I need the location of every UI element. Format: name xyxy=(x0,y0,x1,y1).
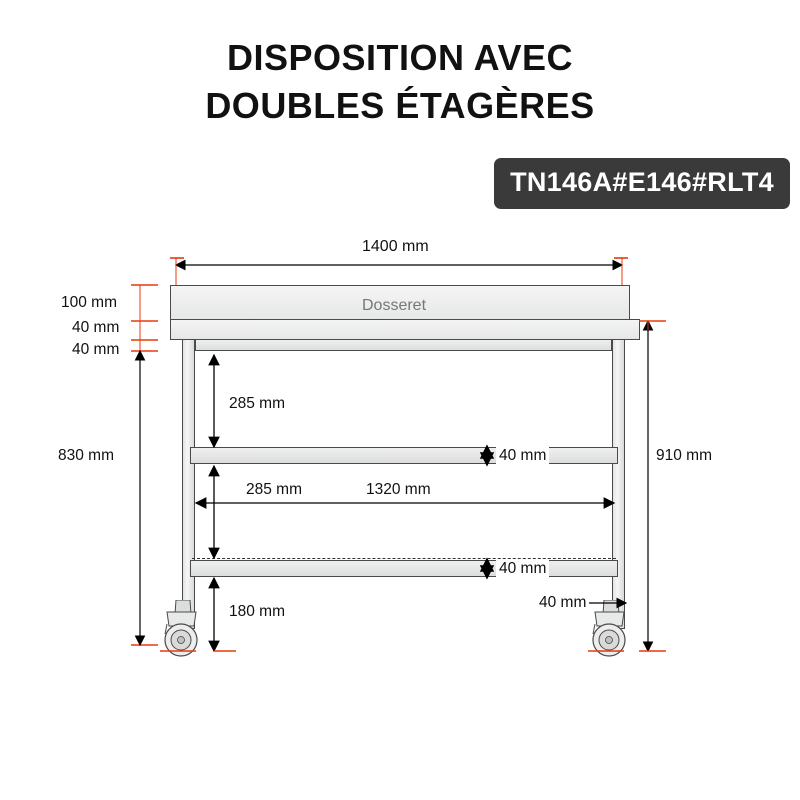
dosseret-label: Dosseret xyxy=(362,297,427,314)
dim-shelf-width: 1320 mm xyxy=(363,481,434,499)
page-title xyxy=(0,34,800,129)
leg-right xyxy=(612,339,625,629)
dim-backsplash-height: 100 mm xyxy=(61,294,117,311)
dim-width-total: 1400 mm xyxy=(362,238,429,255)
shelf-2-panel xyxy=(190,560,618,577)
castor-right xyxy=(586,600,632,662)
page-title-line1: DISPOSITION AVEC xyxy=(226,37,574,78)
shelf-1-panel xyxy=(190,447,618,464)
dim-gap-top-shelf1: 285 mm xyxy=(226,395,288,413)
apron-panel xyxy=(195,339,612,351)
page-title-line2: DOUBLES ÉTAGÈRES xyxy=(205,84,595,126)
worktop-panel xyxy=(170,319,640,340)
dim-shelf1-thickness: 40 mm xyxy=(496,447,549,465)
leg-left xyxy=(182,339,195,629)
dim-height-body: 830 mm xyxy=(58,447,114,464)
dim-shelf2-thickness: 40 mm xyxy=(496,560,549,578)
dim-top-thickness: 40 mm xyxy=(72,319,120,336)
castor-left xyxy=(158,600,204,662)
sku-badge: TN146A#E146#RLT4 xyxy=(494,158,790,209)
dim-gap-shelf1-shelf2: 285 mm xyxy=(243,481,305,499)
dim-leg-width: 40 mm xyxy=(536,594,589,612)
dim-height-total: 910 mm xyxy=(656,447,712,464)
dim-apron-thickness: 40 mm xyxy=(72,341,120,358)
shelf-2-hidden-edge xyxy=(192,558,616,559)
dim-castor-height: 180 mm xyxy=(226,603,288,621)
